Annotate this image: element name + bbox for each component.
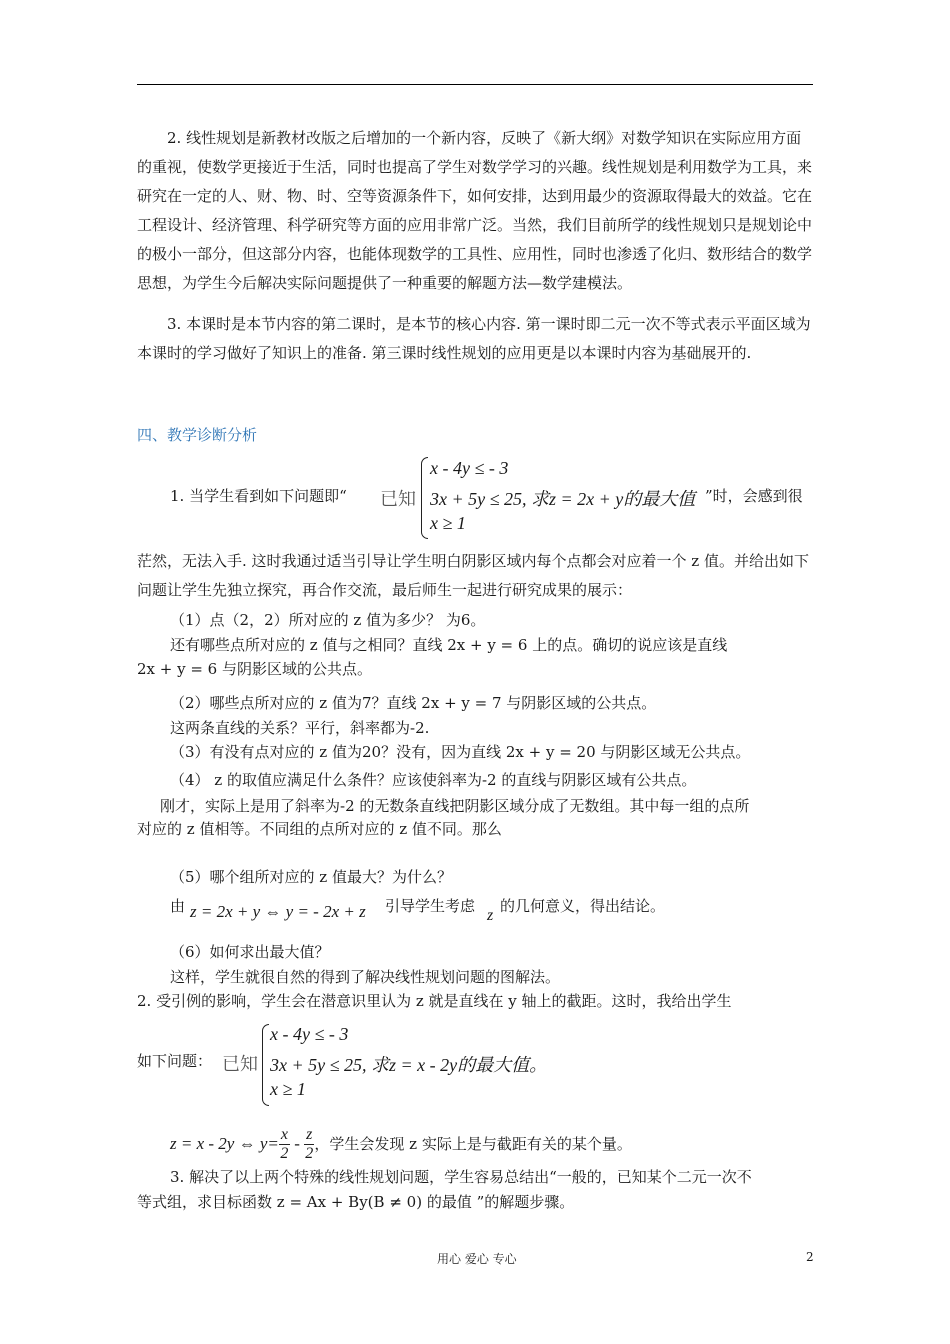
q5-answer-middle: 引导学生考虑 <box>385 897 476 915</box>
page-number: 2 <box>806 1250 814 1264</box>
d2-line1: 2. 受引例的影响，学生会在潜意识里认为 z 就是直线在 y 轴上的截距。这时，我给出学生 <box>137 992 732 1010</box>
d2-equation-lhs: z = x - 2y ⇔ y= <box>170 1134 279 1153</box>
question-6-answer: 这样，学生就很自然的得到了解决线性规划问题的图解法。 <box>170 968 561 986</box>
d2-line2: 如下问题： <box>137 1052 213 1070</box>
sys2-row3: x ≥ 1 <box>270 1079 306 1099</box>
q5-answer-suffix: 的几何意义，得出结论。 <box>500 897 666 915</box>
d3-line2: 等式组，求目标函数 z = Ax + By(B ≠ 0) 的最值 ”的解题步骤。 <box>137 1193 575 1211</box>
paragraph-3: 3. 本课时是本节内容的第二课时，是本节的核心内容. 第一课时即二元一次不等式表示平面区域为本课时的学习做好了知识上的准备. 第三课时线性规划的应用更是以本课时内容为基础展开的. <box>137 315 811 362</box>
sys2-brace <box>262 1024 269 1106</box>
fraction-numerator: x <box>280 1125 288 1143</box>
paragraph-2: 2. 线性规划是新教材改版之后增加的一个新内容，反映了《新大纲》对数学知识在实际应用方面的重视，使数学更接近于生活，同时也提高了学生对数学学习的兴趣。线性规划是利用数学为工具，来研究在一定的人、财、物、时、空等资源条件下，如何安排，达到用最少的资源取得最大的效益。它在工程设计、经济管理、科学研究等方面的应用非常广泛。当然，我们目前所学的线性规划只是规划论中的极小一部分，但这部分内容，也能体现数学的工具性、应用性，同时也渗透了化归、数形结合的数学思想，为学生今后解决实际问题提供了一种重要的解题方法—数学建模法。 <box>137 129 813 292</box>
question-4: （4） z 的取值应满足什么条件？应该使斜率为-2 的直线与阴影区域有公共点。 <box>170 771 697 789</box>
sys1-row2: 3x + 5y ≤ 25, 求z = 2x + y的最大值 <box>430 489 696 509</box>
fraction-z-over-2 <box>304 1126 314 1163</box>
fraction-numerator: z <box>306 1125 313 1143</box>
sys1-row3: x ≥ 1 <box>430 513 466 533</box>
question-1: （1）点（2，2）所对应的 z 值为多少？ 为6。 <box>170 611 486 629</box>
sys1-brace <box>421 457 428 539</box>
d2-equation-row <box>170 1120 632 1168</box>
d2-minus-sign: - <box>289 1134 305 1153</box>
d3-line1: 3. 解决了以上两个特殊的线性规划问题，学生容易总结出“一般的，已知某个二元一次不 <box>170 1168 752 1186</box>
q5-equation: z = 2x + y ⇔ y = - 2x + z <box>190 902 366 921</box>
d1-continuation: 茫然，无法入手. 这时我通过适当引导让学生明白阴影区域内每个点都会对应着一个 z 值。并给出如下问题让学生先独立探究，再合作交流，最后师生一起进行研究成果的展示： <box>137 552 809 599</box>
section-heading: 四、教学诊断分析 <box>137 426 258 444</box>
fraction-denominator: 2 <box>280 1144 289 1162</box>
fraction-denominator: 2 <box>305 1144 314 1162</box>
question-5: （5）哪个组所对应的 z 值最大？为什么？ <box>170 868 452 886</box>
q5-z-symbol: z <box>487 907 494 924</box>
question-4-answer-line2: 对应的 z 值相等。不同组的点所对应的 z 值不同。那么 <box>137 820 502 838</box>
question-2: （2）哪些点所对应的 z 值为7？直线 2x + y = 7 与阴影区域的公共点。 <box>170 694 657 712</box>
sys2-known: 已知 <box>222 1054 258 1075</box>
d2-equation-tail: ，学生会发现 z 实际上是与截距有关的某个量。 <box>314 1135 632 1153</box>
header-rule <box>137 84 813 85</box>
q5-answer-prefix: 由 <box>170 897 186 915</box>
question-6: （6）如何求出最大值？ <box>170 943 330 961</box>
sys2-row2: 3x + 5y ≤ 25, 求z = x - 2y的最大值。 <box>270 1055 548 1075</box>
sys1-row1: x - 4y ≤ - 3 <box>430 458 509 478</box>
question-4-answer-line1: 刚才，实际上是用了斜率为-2 的无数条直线把阴影区域分成了无数组。其中每一组的点所 <box>160 797 750 815</box>
d1-tail: ”时，会感到很 <box>705 487 803 505</box>
question-2-answer: 这两条直线的关系？平行，斜率都为-2. <box>170 719 430 737</box>
sys1-known: 已知 <box>380 489 416 510</box>
fraction-x-over-2 <box>279 1126 290 1163</box>
sys2-row1: x - 4y ≤ - 3 <box>270 1024 349 1044</box>
question-1-answer-line1: 还有哪些点所对应的 z 值与之相同？直线 2x + y = 6 上的点。确切的说应该是直线 <box>170 636 728 654</box>
footer-motto: 用心 爱心 专心 <box>437 1252 517 1266</box>
d1-intro: 1. 当学生看到如下问题即“ <box>170 487 347 505</box>
question-3: （3）有没有点对应的 z 值为20？没有，因为直线 2x + y = 20 与阴影区域无公共点。 <box>170 743 751 761</box>
question-1-answer-line2: 2x + y = 6 与阴影区域的公共点。 <box>137 660 372 678</box>
